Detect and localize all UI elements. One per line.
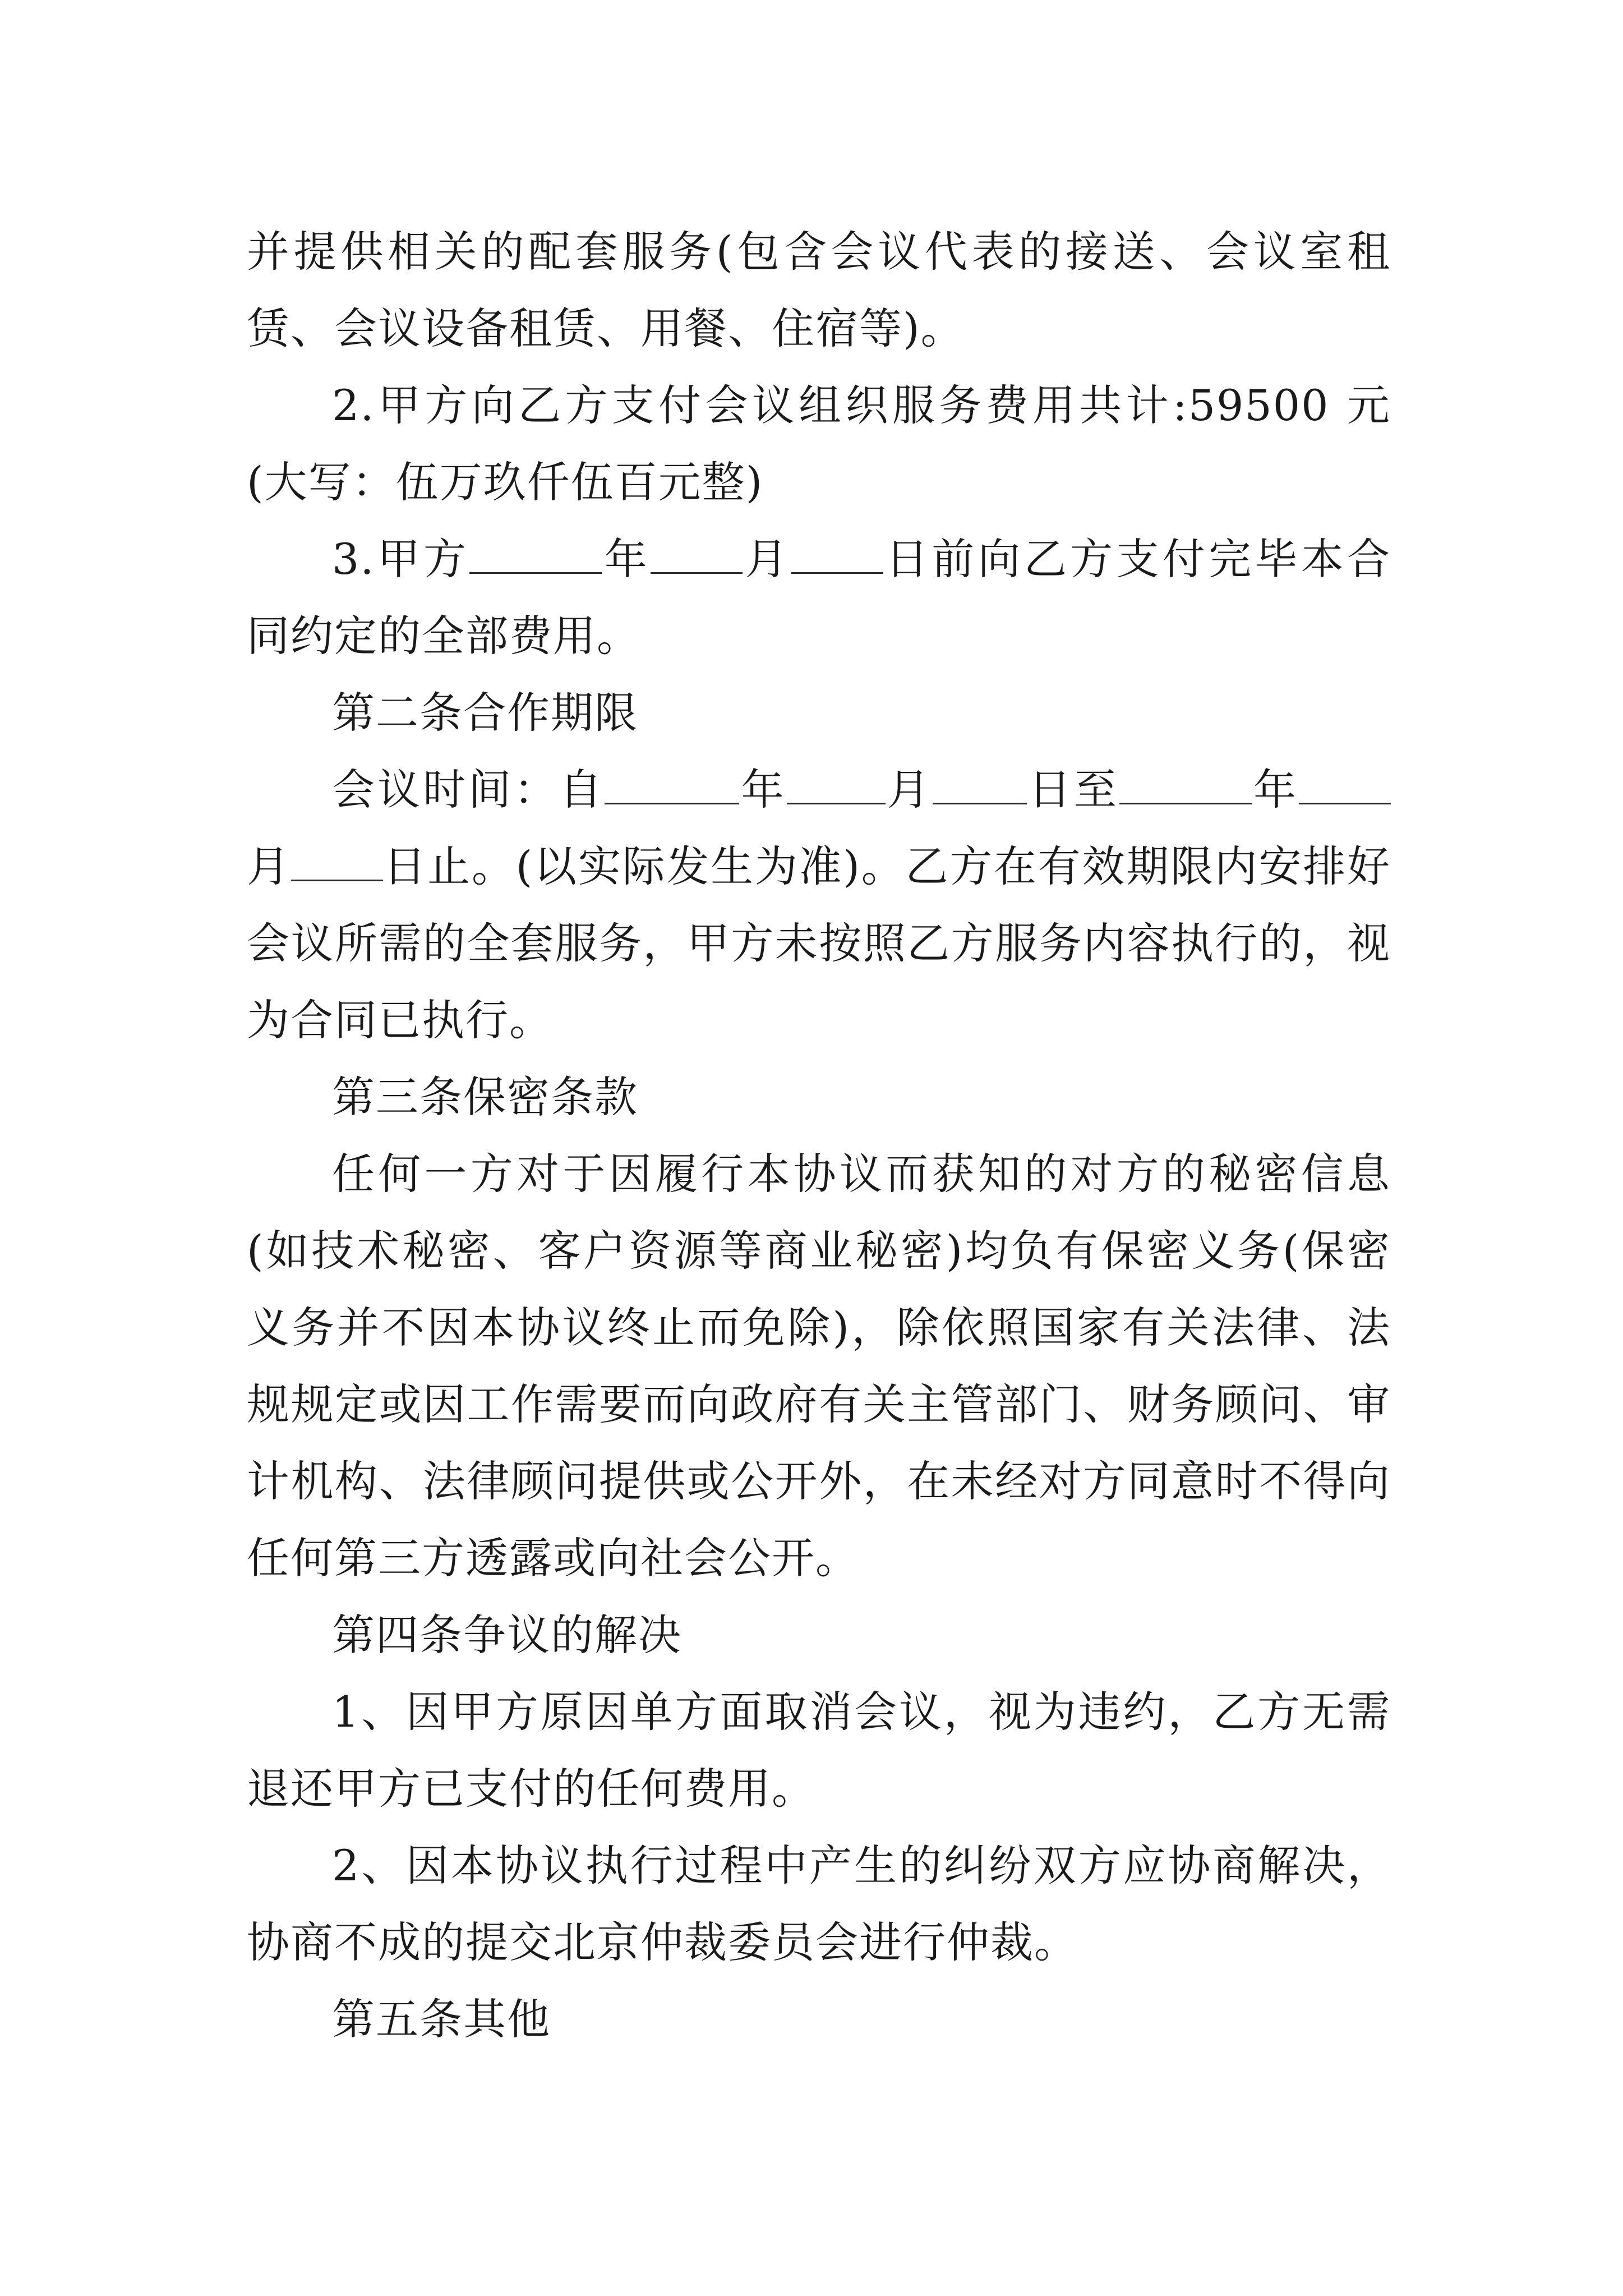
paragraph-payment-deadline bbox=[247, 521, 1391, 674]
start-year-label: 年 bbox=[739, 765, 787, 815]
blank-end-day bbox=[291, 843, 383, 881]
payment-lead-text: 3.甲方 bbox=[332, 534, 470, 584]
heading-article-4: 第四条争议的解决 bbox=[332, 1610, 682, 1660]
year-label: 年 bbox=[602, 534, 651, 584]
blank-start-year bbox=[605, 766, 739, 804]
heading-article-2: 第二条合作期限 bbox=[332, 688, 638, 738]
blank-start-day bbox=[933, 766, 1027, 804]
document-body bbox=[247, 213, 1391, 2058]
meeting-lead-text: 会议时间：自 bbox=[332, 765, 605, 815]
paragraph-fee-total: 2.甲方向乙方支付会议组织服务费用共计:59500 元(大写：伍万玖仟伍百元整) bbox=[247, 380, 1391, 507]
payment-tail-text: 日前向乙方支付完毕本合同约定的全部费用。 bbox=[247, 534, 1391, 661]
blank-end-month bbox=[1299, 766, 1391, 804]
meeting-tail-text: 日止。(以实际发生为准)。乙方在有效期限内安排好会议所需的全套服务，甲方未按照乙方服务内容执行的，视为合同已执行。 bbox=[247, 841, 1391, 1045]
start-month-label: 月 bbox=[885, 765, 933, 815]
blank-end-year bbox=[1119, 766, 1252, 804]
paragraph-meeting-time bbox=[247, 751, 1391, 1059]
paragraph-confidentiality: 任何一方对于因履行本协议而获知的对方的秘密信息(如技术秘密、客户资源等商业秘密)均负有保密义务(保密义务并不因本协议终止而免除)，除依照国家有关法律、法规规定或因工作需要而向政府有关主管部门、财务顾问、审计机构、法律顾问提供或公开外，在未经对方同意时不得向任何第三方透露或向社会公开。 bbox=[247, 1149, 1391, 1583]
blank-year bbox=[469, 535, 602, 574]
blank-month bbox=[651, 535, 743, 574]
month-label: 月 bbox=[743, 534, 791, 584]
paragraph-dispute-2: 2、因本协议执行过程中产生的纠纷双方应协商解决，协商不成的提交北京仲裁委员会进行仲裁。 bbox=[247, 1841, 1391, 1967]
end-month-label: 月 bbox=[247, 841, 291, 891]
blank-day bbox=[791, 535, 883, 574]
to-label: 日至 bbox=[1026, 765, 1119, 815]
heading-article-3: 第三条保密条款 bbox=[332, 1072, 638, 1122]
end-year-label: 年 bbox=[1251, 765, 1299, 815]
paragraph-dispute-1: 1、因甲方原因单方面取消会议，视为违约，乙方无需退还甲方已支付的任何费用。 bbox=[247, 1687, 1391, 1814]
blank-start-month bbox=[787, 766, 886, 804]
heading-article-5: 第五条其他 bbox=[332, 1994, 551, 2044]
paragraph-services: 并提供相关的配套服务(包含会议代表的接送、会议室租赁、会议设备租赁、用餐、住宿等)。 bbox=[247, 227, 1391, 353]
